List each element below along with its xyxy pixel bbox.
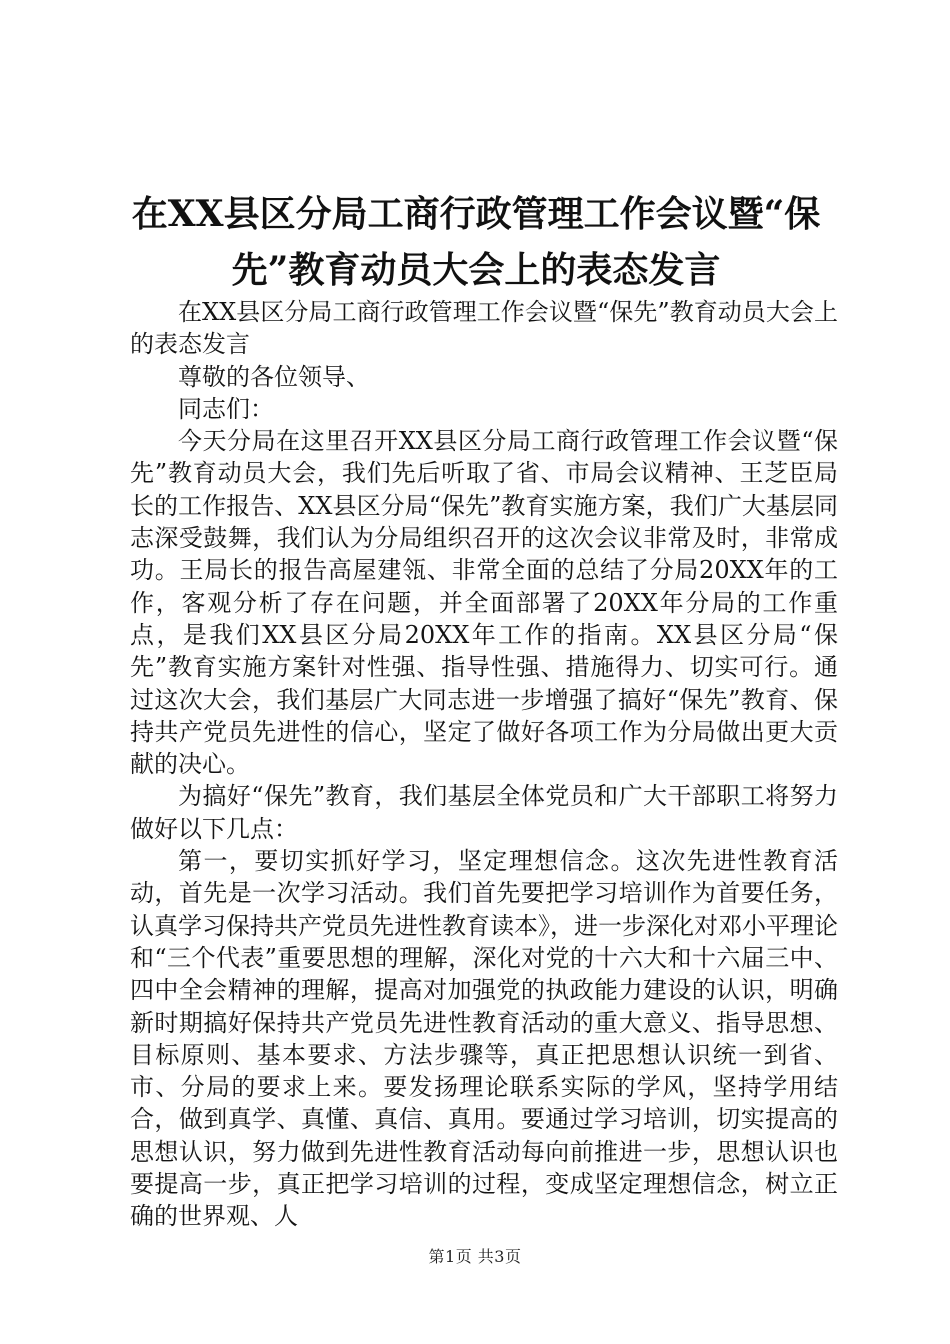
paragraph-body-2: 为搞好“保先”教育，我们基层全体党员和广大干部职工将努力做好以下几点： [130, 782, 838, 843]
document-body [130, 296, 838, 1233]
paragraph-subtitle: 在XX县区分局工商行政管理工作会议暨“保先”教育动员大会上的表态发言 [130, 298, 838, 359]
page-footer: 第1页 共3页 [428, 1247, 522, 1266]
title-line-1: 在XX县区分局工商行政管理工作会议暨“保 [131, 193, 821, 235]
paragraph-body-1: 今天分局在这里召开XX县区分局工商行政管理工作会议暨“保先”教育动员大会，我们先后听取了省、市局会议精神、王芝臣局长的工作报告、XX县区分局“保先”教育实施方案，我们广大基层同志深受鼓舞，我们认为分局组织召开的这次会议非常及时，非常成功。王局长的报告高屋建瓴、非常全面的总结了分局20XX年的工作，客观分析了存在问题，并全面部署了20XX年分局的工作重点，是我们XX县区分局20XX年工作的指南。XX县区分局“保先”教育实施方案针对性强、指导性强、措施得力、切实可行。通过这次大会，我们基层广大同志进一步增强了搞好“保先”教育、保持共产党员先进性的信心，坚定了做好各项工作为分局做出更大贡献的决心。 [130, 427, 838, 779]
page-title [118, 186, 834, 298]
paragraph-salutation-2: 同志们： [178, 394, 274, 423]
paragraph-body-3: 第一，要切实抓好学习，坚定理想信念。这次先进性教育活动，首先是一次学习活动。我们首先要把学习培训作为首要任务，认真学习保持共产党员先进性教育读本》，进一步深化对邓小平理论和“三个代表”重要思想的理解，深化对党的十六大和十六届三中、四中全会精神的理解，提高对加强党的执政能力建设的认识，明确新时期搞好保持共产党员先进性教育活动的重大意义、指导思想、目标原则、基本要求、方法步骤等，真正把思想认识统一到省、市、分局的要求上来。要发扬理论联系实际的学风，坚持学用结合，做到真学、真懂、真信、真用。要通过学习培训，切实提高的思想认识，努力做到先进性教育活动每向前推进一步，思想认识也要提高一步，真正把学习培训的过程，变成坚定理想信念，树立正确的世界观、人 [130, 847, 838, 1231]
paragraph-salutation-1: 尊敬的各位领导、 [178, 362, 370, 391]
title-line-2: 先”教育动员大会上的表态发言 [231, 249, 721, 291]
